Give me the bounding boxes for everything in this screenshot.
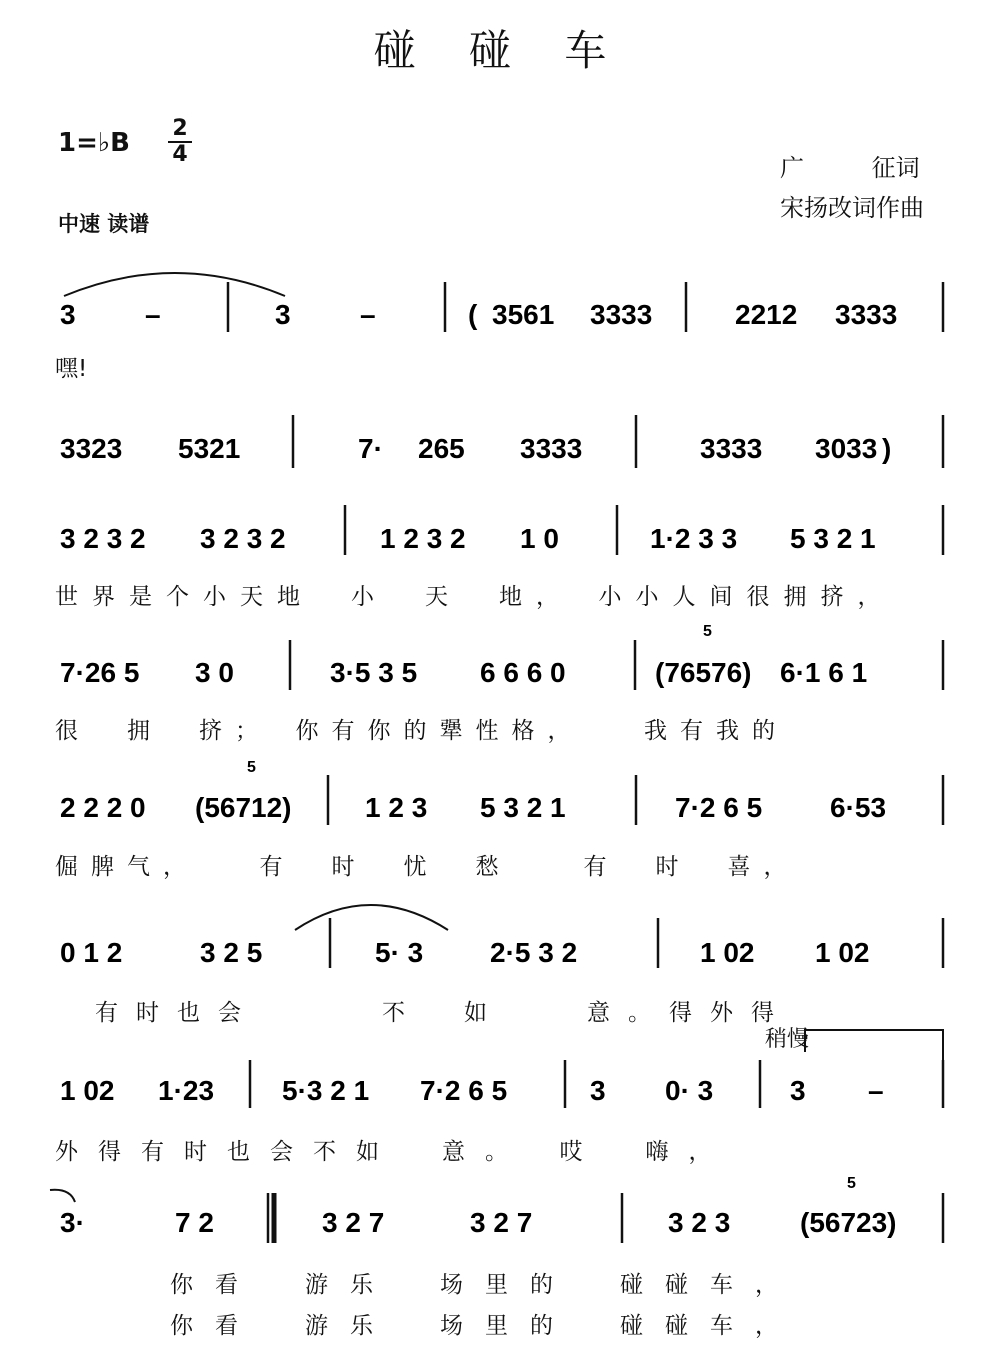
note-group: 1 02 (60, 1075, 115, 1106)
grace-note: 5 (847, 1175, 856, 1192)
note-group: 7·2 6 5 (675, 792, 763, 823)
grace-note: 5 (703, 623, 712, 640)
meter-top: 2 (172, 116, 188, 141)
row1-notes: 3 (60, 299, 76, 330)
lyric-row-9: 你看 游乐 场里的 碰碰车， (170, 1313, 800, 1339)
note-group: 3 2 7 (322, 1207, 385, 1238)
note-group: 7·2 6 5 (420, 1075, 508, 1106)
note-group: 2212 (735, 299, 798, 330)
dash: – (868, 1075, 884, 1106)
lyricist-credit: 广 征词 (780, 154, 920, 182)
note-group: 3333 (520, 433, 583, 464)
dash: – (145, 299, 161, 330)
note-group: 1·2 3 3 (650, 523, 738, 554)
note-group: 7 2 (175, 1207, 214, 1238)
note-group: 1 0 (520, 523, 559, 554)
lyric-row-4: 很 拥 挤； 你有你的犟性格， 我有我的 (55, 718, 788, 744)
slower-marking: 稍慢 (765, 1027, 810, 1052)
grace-note: 5 (247, 759, 256, 776)
composer-credit: 宋扬改词作曲 (780, 194, 924, 222)
meter-bottom: 4 (172, 142, 188, 167)
note-group: (56712) (195, 792, 292, 823)
note-group: 5 3 2 1 (790, 523, 876, 554)
note-group: 1 02 (700, 937, 755, 968)
note-group: 3 2 5 (200, 937, 263, 968)
note-group: 1 2 3 2 (380, 523, 466, 554)
page-title: 碰 碰 车 (373, 26, 627, 75)
note-group: 3561 (492, 299, 555, 330)
note: 3 (275, 299, 291, 330)
note-group: 3 2 3 (668, 1207, 731, 1238)
note: 7· (358, 433, 383, 464)
note-group: 3333 (700, 433, 763, 464)
note-group: 3323 (60, 433, 123, 464)
note: 3 (590, 1075, 606, 1106)
lyric-row-1: 嘿! (55, 356, 88, 382)
note-group: 3 2 3 2 (60, 523, 146, 554)
lyric-row-7: 外得有时也会不如 意。 哎 嗨， (55, 1139, 732, 1165)
note-group: 2 2 2 0 (60, 792, 146, 823)
note-group: 0 1 2 (60, 937, 123, 968)
lyric-row-5: 倔脾气， 有 时 忧 愁 有 时 喜， (55, 854, 800, 880)
paren: ) (882, 433, 892, 464)
key-signature: 1=♭B (58, 128, 130, 158)
note-group: 2·5 3 2 (490, 937, 578, 968)
note-group: 5·3 2 1 (282, 1075, 370, 1106)
note-group: 0· 3 (665, 1075, 714, 1106)
note-group: 3333 (590, 299, 653, 330)
note-group: 1 2 3 (365, 792, 428, 823)
note-group: 3 2 7 (470, 1207, 533, 1238)
dash: – (360, 299, 376, 330)
note-group: 5321 (178, 433, 241, 464)
lyric-row-3: 世界是个小天地 小 天 地， 小小人间很拥挤， (55, 584, 895, 610)
note-group: 3 0 (195, 657, 234, 688)
tempo-marking: 中速 读谱 (58, 212, 150, 236)
note: 3· (60, 1207, 85, 1238)
note-group: 3333 (835, 299, 898, 330)
note-group: (56723) (800, 1207, 897, 1238)
note-group: 1 02 (815, 937, 870, 968)
note-group: 5· 3 (375, 937, 424, 968)
note: 3 (790, 1075, 806, 1106)
paren: ( (468, 299, 478, 330)
note-group: 6 6 6 0 (480, 657, 566, 688)
note-group: (76576) (655, 657, 752, 688)
note-group: 3 2 3 2 (200, 523, 286, 554)
note-group: 265 (418, 433, 465, 464)
note-group: 6·1 6 1 (780, 657, 868, 688)
note-group: 5 3 2 1 (480, 792, 566, 823)
note-group: 6·53 (830, 792, 887, 823)
note-group: 3033 (815, 433, 878, 464)
lyric-row-6: 有时也会 不 如 意。得外得 (95, 1000, 792, 1026)
note-group: 3·5 3 5 (330, 657, 418, 688)
lyric-row-8: 你看 游乐 场里的 碰碰车， (170, 1272, 800, 1298)
note-group: 1·23 (158, 1075, 215, 1106)
note-group: 7·26 5 (60, 657, 140, 688)
